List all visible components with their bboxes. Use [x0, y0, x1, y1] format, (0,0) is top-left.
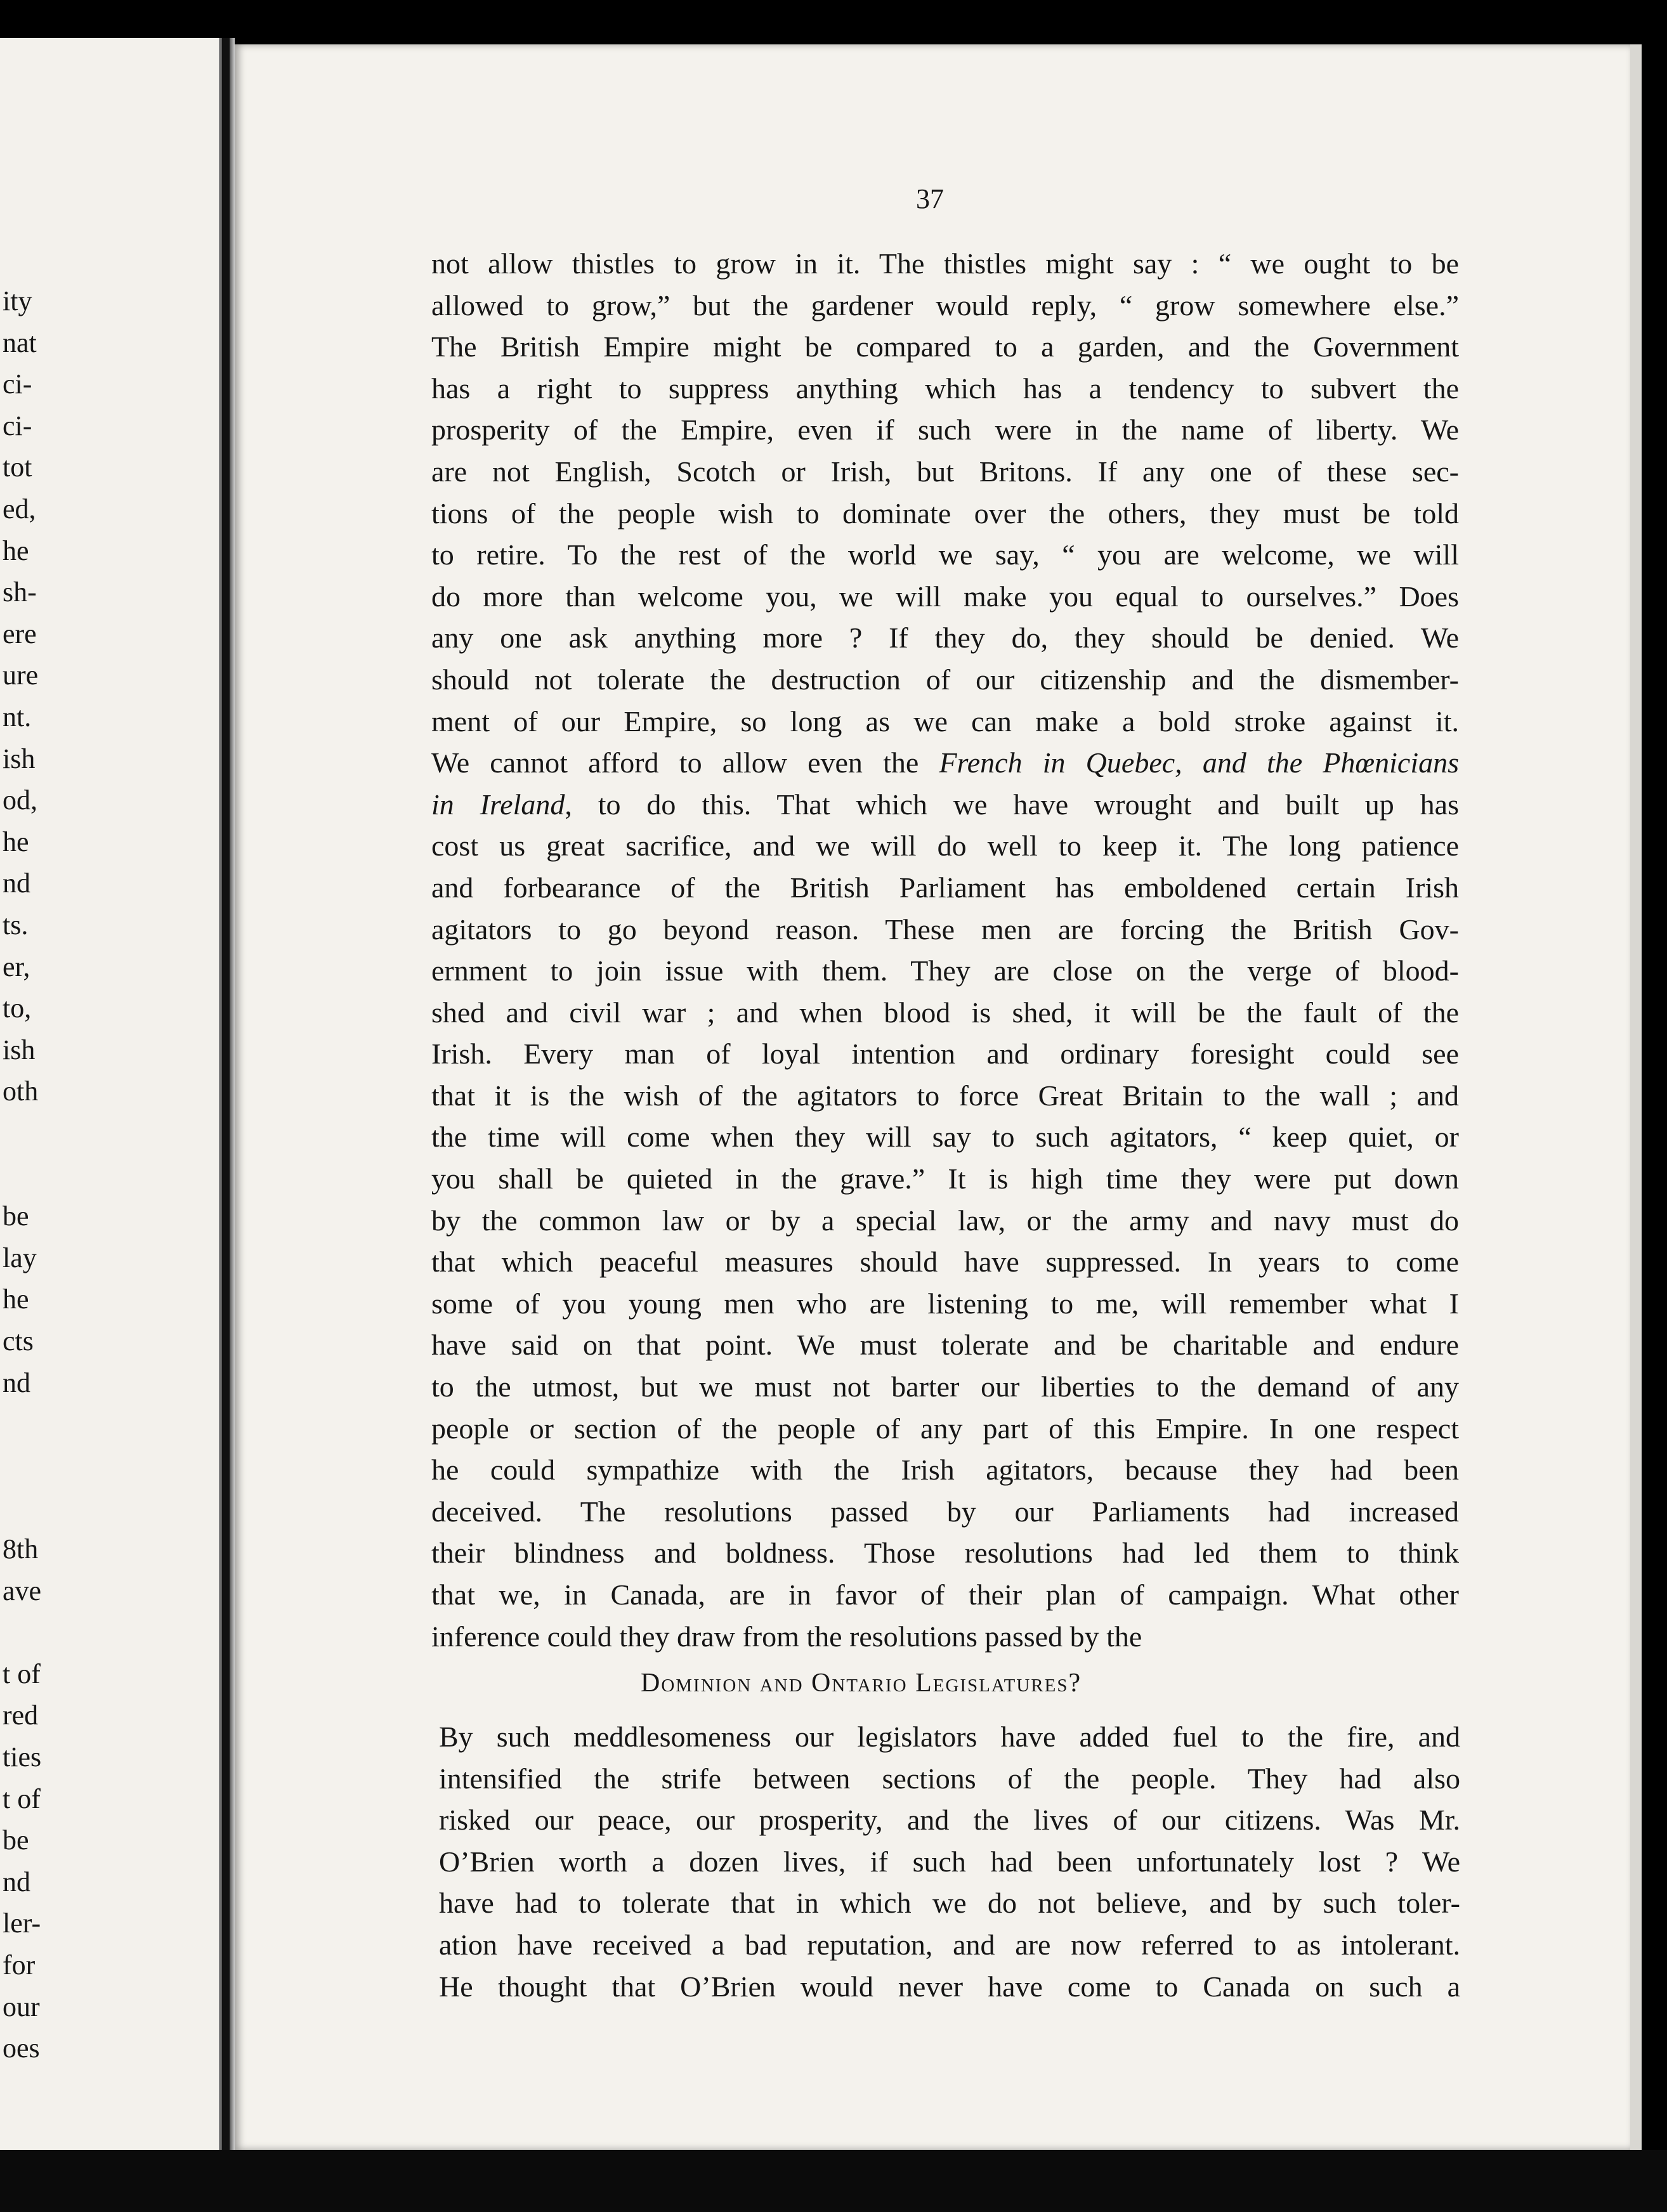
text-line: that which peaceful measures should have suppressed. In years to come — [431, 1246, 1459, 1278]
left-fragment: ish — [3, 1034, 36, 1065]
text-line: to the utmost, but we must not barter our liberties to the demand of any — [431, 1370, 1459, 1403]
text-line: intensified the strife between sections of the people. They had also — [439, 1762, 1460, 1795]
section-heading: Dominion and Ontario Legislatures? — [641, 1669, 1082, 1698]
text-line: He thought that O’Brien would never have come to Canada on such a — [439, 1970, 1460, 2003]
text-line: Irish. Every man of loyal intention and ordinary foresight could see — [431, 1038, 1459, 1070]
text-line: some of you young men who are listening to me, will remember what I — [431, 1287, 1459, 1320]
text-segment: We cannot afford to allow even the — [431, 746, 939, 779]
left-fragment: nat — [3, 327, 37, 358]
text-line: agitators to go beyond reason. These men are forcing the British Gov- — [431, 913, 1459, 946]
page-number: 37 — [916, 183, 944, 214]
left-page — [0, 38, 219, 2150]
left-fragment: nd — [3, 1866, 30, 1897]
text-line — [431, 784, 1459, 826]
left-fragment: er, — [3, 951, 30, 982]
left-page-text-fragments — [0, 38, 219, 2150]
left-fragment: ure — [3, 660, 39, 691]
text-line: shed and civil war ; and when blood is shed, it will be the fault of the — [431, 996, 1459, 1029]
text-line: have said on that point. We must tolerate and be charitable and endure — [431, 1329, 1459, 1362]
left-fragment: ere — [3, 618, 37, 649]
closing-paragraph — [439, 1716, 1460, 2007]
left-fragment: be — [3, 1200, 29, 1232]
left-fragment: be — [3, 1825, 29, 1856]
left-fragment: t of — [3, 1658, 41, 1689]
text-line: to retire. To the rest of the world we say, “ you are welcome, we will — [431, 538, 1459, 571]
text-line: risked our peace, our prosperity, and the lives of our citizens. Was Mr. — [439, 1804, 1460, 1837]
left-fragment: red — [3, 1700, 39, 1731]
left-fragment: ci- — [3, 368, 32, 400]
binding-thread — [222, 38, 230, 2150]
left-fragment: to, — [3, 992, 32, 1024]
text-segment: , to do this. That which we have wrought and built up has — [565, 788, 1459, 821]
left-fragment: ity — [3, 285, 32, 316]
text-line: has a right to suppress anything which has a tendency to subvert the — [431, 372, 1459, 405]
left-fragment: he — [3, 1284, 29, 1315]
text-line: he could sympathize with the Irish agitators, because they had been — [431, 1454, 1459, 1487]
italic-phrase: in Ireland — [431, 788, 565, 821]
left-fragment: ci- — [3, 410, 32, 441]
left-fragment: t of — [3, 1783, 41, 1814]
text-line: that it is the wish of the agitators to force Great Britain to the wall ; and — [431, 1079, 1459, 1112]
left-fragment: nd — [3, 1367, 30, 1398]
left-fragment: he — [3, 535, 29, 566]
text-line — [431, 742, 1459, 784]
left-fragment: 8th — [3, 1533, 39, 1565]
text-line: prosperity of the Empire, even if such were in the name of liberty. We — [431, 413, 1459, 446]
left-fragment: tot — [3, 452, 32, 483]
text-line: ment of our Empire, so long as we can make a bold stroke against it. — [431, 705, 1459, 738]
left-fragment: oth — [3, 1076, 39, 1107]
text-line: by the common law or by a special law, or the army and navy must do — [431, 1204, 1459, 1237]
text-line: people or section of the people of any part of this Empire. In one respect — [431, 1412, 1459, 1445]
body-text — [431, 243, 1459, 1657]
text-line: O’Brien worth a dozen lives, if such had been unfortunately lost ? We — [439, 1845, 1460, 1878]
left-fragment: ties — [3, 1741, 42, 1773]
left-fragment: cts — [3, 1325, 34, 1356]
left-fragment: oes — [3, 2033, 40, 2064]
left-fragment: ler- — [3, 1908, 41, 1939]
page-edge — [1630, 44, 1642, 2150]
text-line: allowed to grow,” but the gardener would reply, “ grow somewhere else.” — [431, 289, 1459, 322]
italic-phrase: French in Quebec, and the Phœnicians — [939, 746, 1459, 779]
text-line: The British Empire might be compared to a garden, and the Government — [431, 330, 1459, 363]
left-fragment: od, — [3, 784, 37, 816]
text-line: inference could they draw from the resolutions passed by the — [431, 1620, 1142, 1653]
text-line: ation have received a bad reputation, and are now referred to as intolerant. — [439, 1928, 1460, 1961]
left-fragment: he — [3, 826, 29, 857]
scan-bottom-border — [0, 2150, 1667, 2212]
text-line: tions of the people wish to dominate over the others, they must be told — [431, 497, 1459, 530]
text-line: should not tolerate the destruction of our citizenship and the dismember- — [431, 663, 1459, 696]
left-fragment: sh- — [3, 576, 37, 608]
left-fragment: for — [3, 1949, 36, 1981]
text-line: the time will come when they will say to such agitators, “ keep quiet, or — [431, 1121, 1459, 1154]
left-fragment: nt. — [3, 701, 32, 732]
text-line: deceived. The resolutions passed by our Parliaments had increased — [431, 1495, 1459, 1528]
left-fragment: ed, — [3, 493, 36, 524]
text-line: any one ask anything more ? If they do, they should be denied. We — [431, 621, 1459, 654]
text-line: not allow thistles to grow in it. The thistles might say : “ we ought to be — [431, 247, 1459, 280]
left-fragment: ish — [3, 743, 36, 774]
text-line: you shall be quieted in the grave.” It is high time they were put down — [431, 1162, 1459, 1195]
text-line: ernment to join issue with them. They are close on the verge of blood- — [431, 954, 1459, 987]
left-fragment: lay — [3, 1242, 37, 1273]
text-line: are not English, Scotch or Irish, but Britons. If any one of these sec- — [431, 455, 1459, 488]
text-line: and forbearance of the British Parliament has emboldened certain Irish — [431, 871, 1459, 904]
left-fragment: nd — [3, 868, 30, 899]
text-line: cost us great sacrifice, and we will do well to keep it. The long patience — [431, 829, 1459, 862]
left-fragment: ave — [3, 1575, 42, 1606]
text-line: have had to tolerate that in which we do not believe, and by such toler- — [439, 1887, 1460, 1920]
text-line: do more than welcome you, we will make you equal to ourselves.” Does — [431, 580, 1459, 613]
left-fragment: our — [3, 1991, 40, 2022]
text-line: their blindness and boldness. Those resolutions had led them to think — [431, 1537, 1459, 1570]
left-fragment: ts. — [3, 909, 29, 940]
text-line: that we, in Canada, are in favor of their plan of campaign. What other — [431, 1578, 1459, 1611]
text-line: By such meddlesomeness our legislators have added fuel to the fire, and — [439, 1721, 1460, 1753]
